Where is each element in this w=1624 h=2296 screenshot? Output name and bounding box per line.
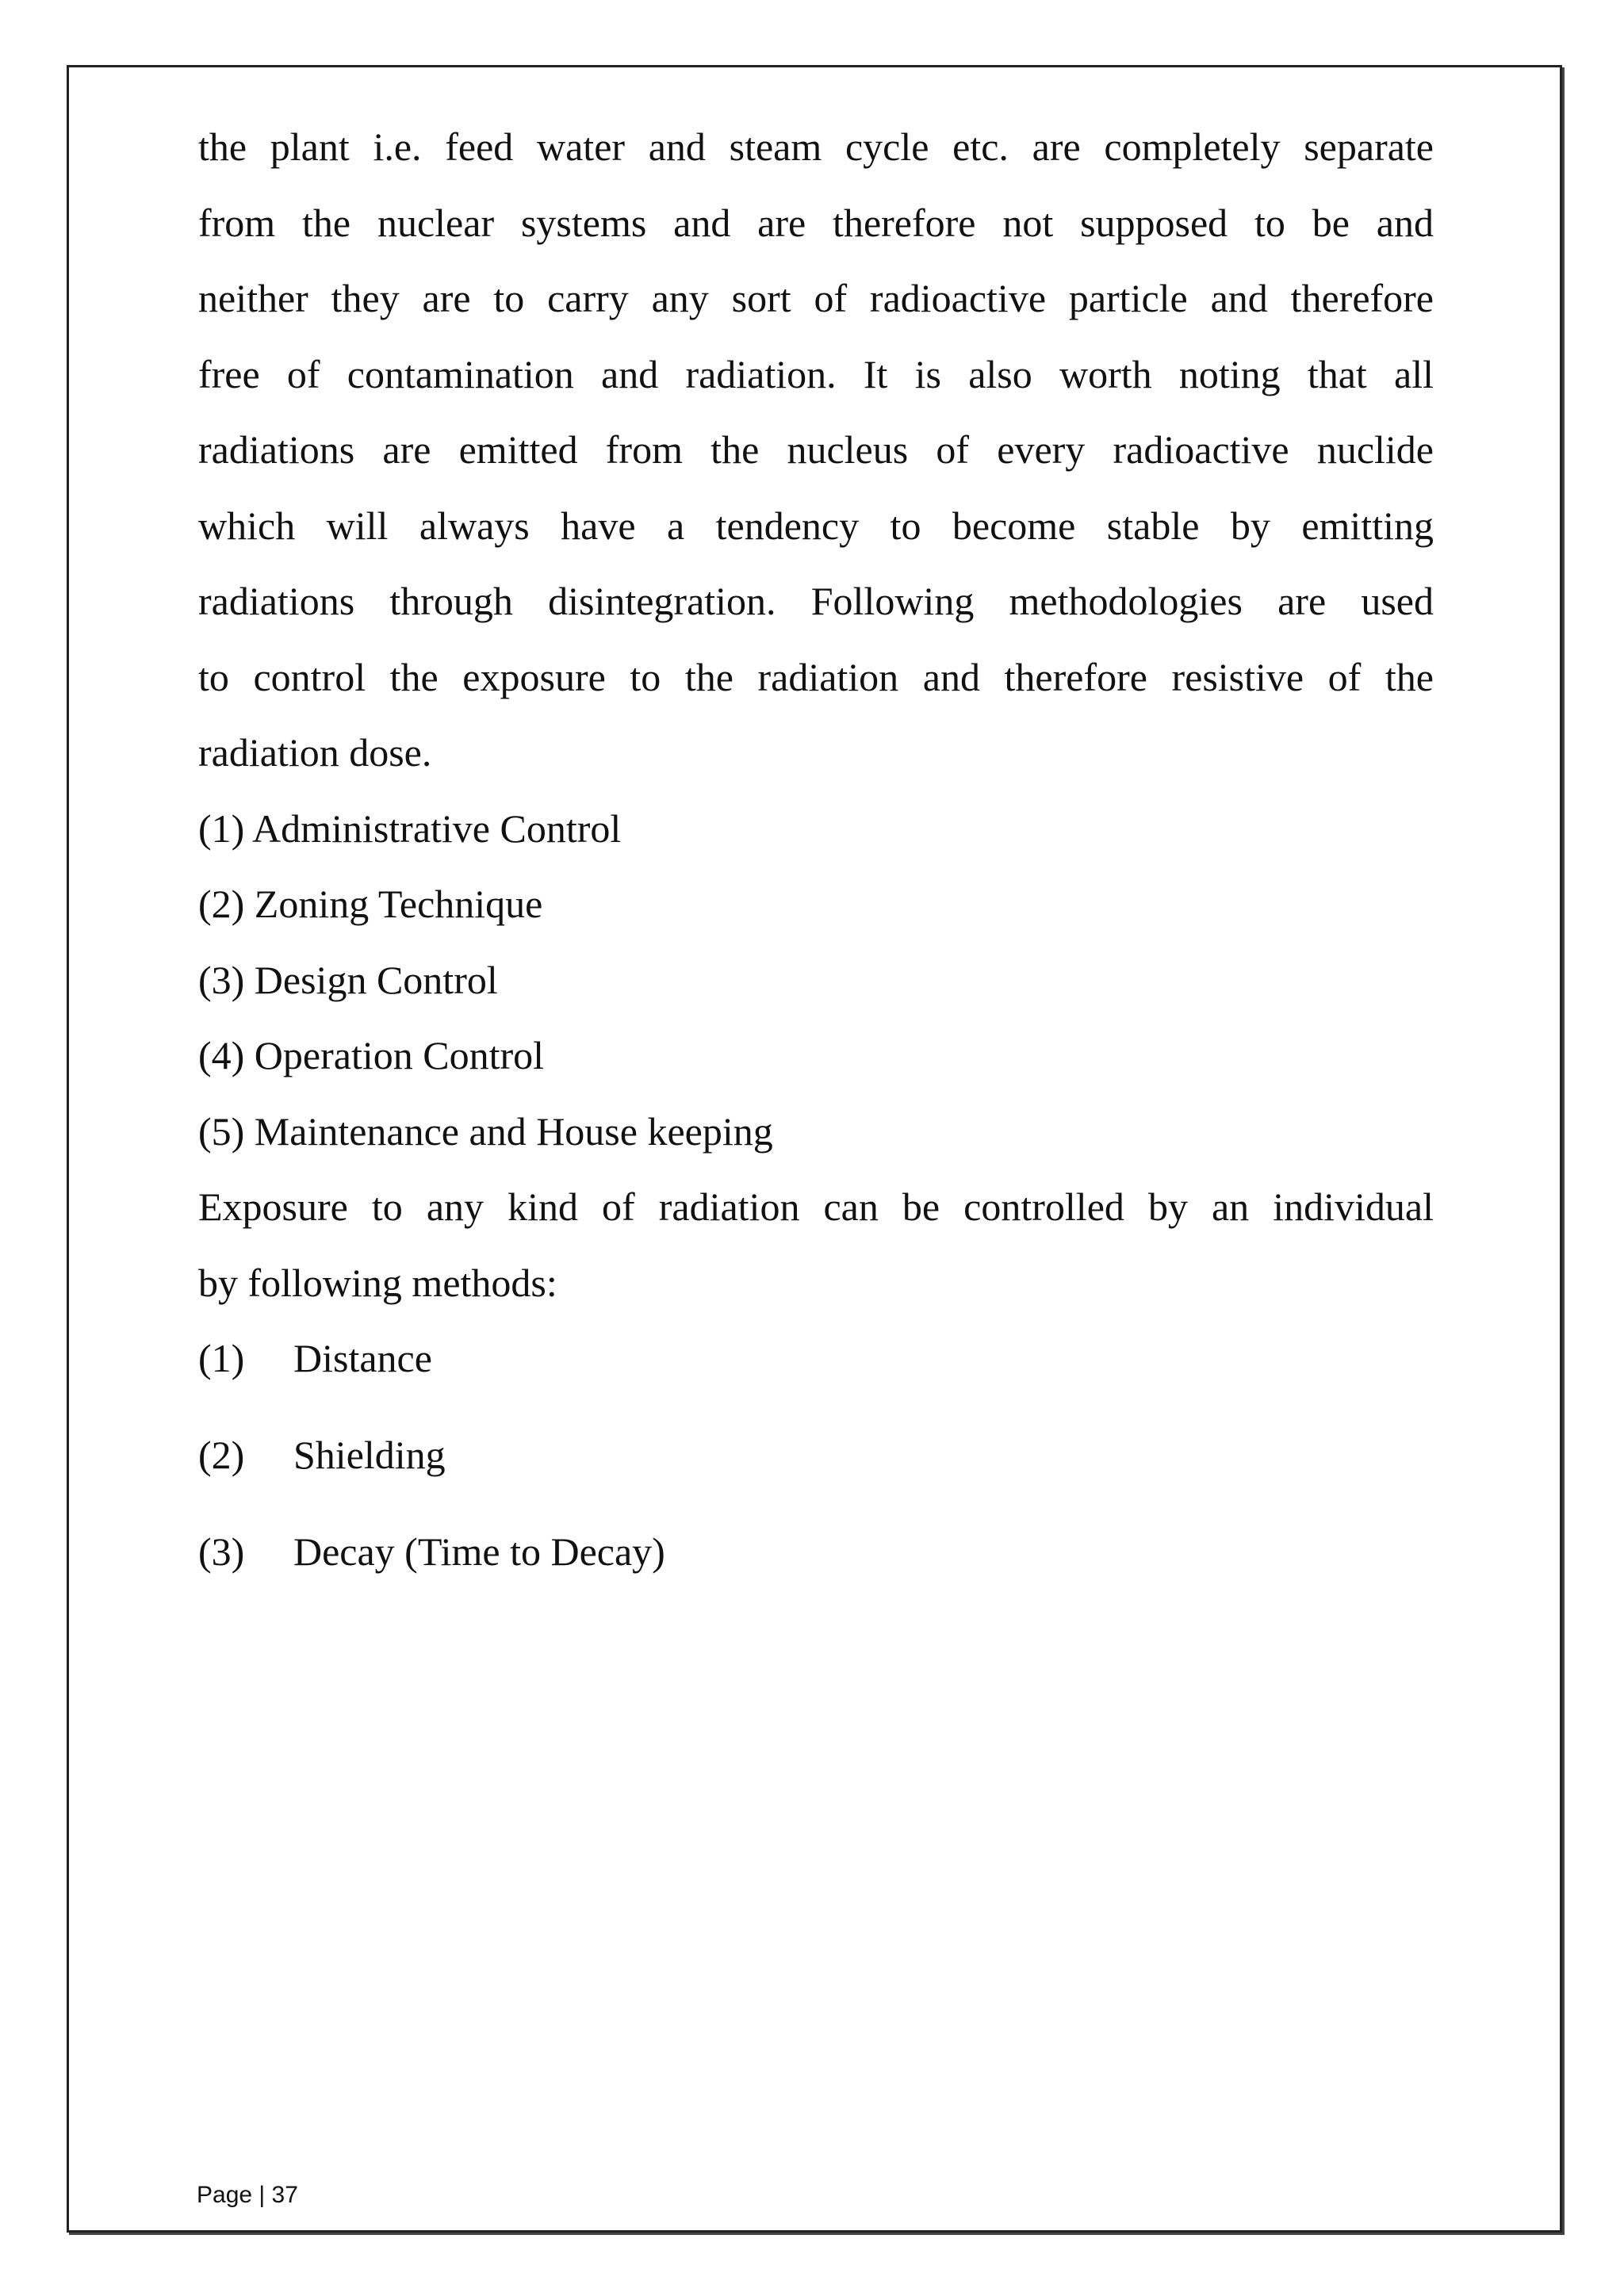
list-number: (1) — [198, 1336, 245, 1380]
list-item — [198, 1514, 1434, 1611]
text-line: which will always have a tendency to become stable by emitting — [198, 503, 1434, 548]
document-body — [198, 109, 1434, 1611]
list-item: (5) Maintenance and House keeping — [198, 1108, 773, 1154]
list-item — [198, 1418, 1434, 1514]
list-text: Distance — [293, 1336, 432, 1380]
text-line: radiations through disintegration. Following methodologies are used — [198, 579, 1434, 623]
text-line: from the nuclear systems and are therefore not supposed to be and — [198, 200, 1434, 245]
text-line: to control the exposure to the radiation and therefore resistive of the — [198, 654, 1434, 699]
text-line: the plant i.e. feed water and steam cycle etc. are completely separate — [198, 124, 1434, 169]
text-line: radiations are emitted from the nucleus of every radioactive nuclide — [198, 427, 1434, 472]
text-line: free of contamination and radiation. It is also worth noting that all — [198, 351, 1434, 396]
list-number: (3) — [198, 1529, 245, 1574]
text-line: by following methods: — [198, 1260, 557, 1305]
text-line: Exposure to any kind of radiation can be controlled by an individual — [198, 1184, 1434, 1229]
paragraph-2 — [198, 1169, 1434, 1321]
list-item: (2) Zoning Technique — [198, 882, 543, 926]
list-item — [198, 1321, 1434, 1418]
paragraph-1 — [198, 109, 1434, 791]
page-number: Page | 37 — [197, 2182, 298, 2208]
text-line: radiation dose. — [198, 730, 432, 775]
text-line: neither they are to carry any sort of radioactive particle and therefore — [198, 276, 1434, 320]
list-number: (2) — [198, 1433, 245, 1477]
methodology-list — [198, 791, 1434, 1170]
methods-list — [198, 1321, 1434, 1611]
list-text: Shielding — [293, 1433, 446, 1477]
list-text: Decay (Time to Decay) — [293, 1529, 665, 1574]
list-item: (4) Operation Control — [198, 1033, 545, 1077]
list-item: (1) Administrative Control — [198, 806, 622, 851]
list-item: (3) Design Control — [198, 957, 498, 1002]
